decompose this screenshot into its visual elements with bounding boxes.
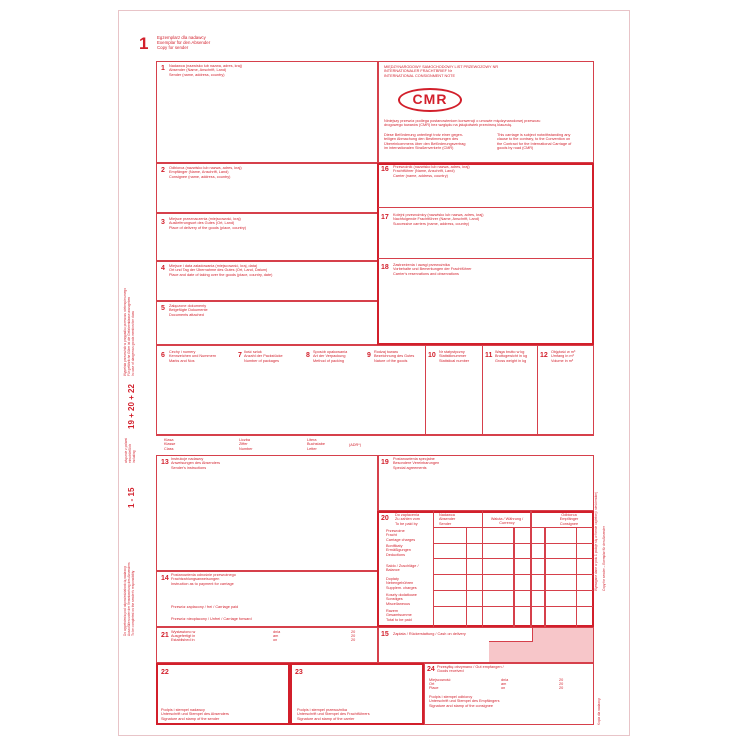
- field-21-line-3: Established in: [171, 638, 195, 642]
- field-12-label: Objętość w m³ Umfang in m³ Volume in m³: [551, 350, 576, 363]
- field-7-number: 7: [238, 352, 242, 359]
- header-notice-pl: Niniejszy przewóz podlega postanowieniom konwencji o umowie międzynarodowej przewozu drogowego towarów (CMR) bez względu na jakąkolwiek przeciwną klauzulę.: [384, 119, 541, 128]
- field-14-number: 14: [161, 575, 169, 582]
- field-23-number: 23: [295, 669, 303, 676]
- field-24-place-1: Miejscowość: [429, 678, 451, 682]
- field-16-label[interactable]: Przewoźnik (nazwisko lub nazwa, adres, kraj) Frachtführer (Name, Anschrift, Land) Carrier (name, address, country): [393, 165, 470, 178]
- field-15-white-cell: [489, 628, 533, 642]
- field-24-yr-1: 20: [559, 678, 564, 682]
- left-text-dangerous: Wypełnia przewoźnik w przypadku przewozu niebezpiecznego Für gefährliche Güter ist die Gefahrenklasse anzugeben In case of dangerous goods mention the class: [123, 287, 135, 376]
- field-16-number: 16: [381, 166, 389, 173]
- field-8-label: Sposób opakowania Art der Verpackung Method of packing: [313, 350, 348, 363]
- header-notice-de: Diese Beförderung unterliegt trotz einer gegen- teiligen Abmachung den Bestimmungen des Übereinkommens über den Beförderungsvertrag im internationalen Straßenverkehr (CMR): [384, 133, 466, 150]
- right-text-b: Copy for sender – Exemplar für den Absender: [602, 526, 606, 591]
- field-9-number: 9: [367, 352, 371, 359]
- adr-label: (ADR*): [349, 443, 362, 447]
- field-18-label[interactable]: Zastrzeżenia i uwagi przewoźnika Vorbehalte und Bemerkungen der Frachtführer Carrier's reservations and observations: [393, 263, 472, 276]
- field-10-number: 10: [428, 352, 436, 359]
- cmr-logo-text: CMR: [412, 91, 448, 107]
- pay-col-line-5: [530, 511, 532, 627]
- pay-row-supplements: Dopłaty Nebengebühren Supplem. charges: [386, 577, 417, 590]
- field-14-carriage-paid[interactable]: Przewóz zapłacony / frei / Carriage paid: [171, 605, 239, 609]
- pay-row-total: Razem Gesamtsumme Total to be paid: [386, 609, 412, 622]
- field-8-number: 8: [306, 352, 310, 359]
- divider-16-17: [378, 207, 593, 208]
- left-range-19-20-22: 19 + 20 + 22: [127, 384, 136, 429]
- pay-row-balance: Saldo / Zuschläge / Balance: [386, 564, 419, 573]
- pay-row-carriage: Przewoźne Fracht Carriage charges: [386, 529, 416, 542]
- carrier-block: [377, 163, 594, 345]
- litera-label: Litera Buchstabe Letter: [307, 438, 325, 451]
- field-18-number: 18: [381, 264, 389, 271]
- divider-17-18: [378, 258, 593, 259]
- field-24-on-3: on: [501, 686, 506, 690]
- field-21-yr-2: 20: [351, 634, 356, 638]
- copy-number: 1: [139, 34, 149, 53]
- field-21-yr-1: 20: [351, 630, 356, 634]
- field-13-box[interactable]: [156, 455, 378, 571]
- field-13-label: Instrukcje nadawcy Anweisungen des Absenders Sender's instructions: [171, 457, 220, 470]
- goods-col-12: [537, 345, 538, 435]
- pay-row-rule-3: [433, 574, 593, 575]
- field-24-on-2: am: [501, 682, 507, 686]
- field-24-on-1: dnia: [501, 678, 509, 682]
- field-4-label: Miejsce i data załadowania (miejscowość, kraj, data) Ort und Tag der Übernahme des Gutes (Ort, Land, Datum) Place and date of taking over the goods (place, country, date): [169, 264, 273, 277]
- field-24-yr-2: 20: [559, 682, 564, 686]
- header-title: MIĘDZYNARODOWY SAMOCHODOWY LIST PRZEWOZOWY NR INTERNATIONALER FRACHTBRIEF Nr INTERNATIONAL CONSIGNMENT NOTE: [384, 65, 499, 78]
- pay-col-line-2: [466, 527, 467, 627]
- field-15-number: 15: [381, 631, 389, 638]
- field-3-number: 3: [161, 219, 165, 226]
- field-5-label: Załączone dokumenty Beigefügte Dokumente Documents attached: [169, 304, 208, 317]
- header-notice-en: This carriage is subject notwithstanding any clause to the contrary, to the Convention on the Contract for the International Carriage of goods by road (CMR): [497, 133, 572, 150]
- goods-col-11: [482, 345, 483, 435]
- field-10-label: Nr statystyczny Statistiknummer Statistical number: [439, 350, 470, 363]
- field-19-label: Postanowienia specjalne Besondere Vereinbarungen Special agreements: [393, 457, 440, 470]
- pay-col-line-1: [433, 511, 434, 627]
- field-24-place-3: Place: [429, 686, 439, 690]
- col-sender-header: Nadawca Absender Sender: [439, 513, 456, 526]
- field-11-number: 11: [485, 352, 493, 359]
- pay-row-deductions: Bonifikaty Ermäßigungen Deductions: [386, 544, 411, 557]
- field-24-number: 24: [427, 666, 435, 673]
- field-6-number: 6: [161, 352, 165, 359]
- field-7-label: Ilość sztuk Anzahl der Packstücke Number of packages: [244, 350, 283, 363]
- left-text-responsibility: Do wypełnienia pod odpowiedzialnością nadawcy Auszufüllen unter der Verantwortung des Absenders To be completed on the sender's responsibility: [123, 562, 135, 636]
- goods-bottom-rule: [156, 435, 594, 436]
- field-17-label[interactable]: Kolejni przewoźnicy (nazwisko lub nazwa, adres, kraj) Nachfolgende Frachtführer (Name, Anschrift, Land) Successive carriers (name, address, country): [393, 213, 484, 226]
- field-20-label: Do zapłacenia Zu zahlen vom To be paid by: [395, 513, 420, 526]
- pay-row-rule-1: [433, 543, 593, 544]
- field-21-line-2: Ausgefertigt in: [171, 634, 196, 638]
- pay-col-line-6: [544, 527, 546, 627]
- field-21-yr-3: 20: [351, 638, 356, 642]
- field-3-label: Miejsce przeznaczenia (miejscowość, kraj) Auslieferungsort des Gutes (Ort, Land) Place of delivery of the goods (place, country): [169, 217, 247, 230]
- field-12-number: 12: [540, 352, 548, 359]
- field-24-place-2: Ort: [429, 682, 435, 686]
- field-1-number: 1: [161, 65, 165, 72]
- field-21-line-1: Wystawiono w: [171, 630, 196, 634]
- field-14-carriage-forward[interactable]: Przewóz nieopłacony / Unfrei / Carriage forward: [171, 617, 252, 621]
- field-19-number: 19: [381, 459, 389, 466]
- field-9-label: Rodzaj towaru Bezeichnung des Gutes Nature of the goods: [374, 350, 415, 363]
- field-11-label: Waga brutto w kg Bruttogewicht in kg Gross weight in kg: [495, 350, 528, 363]
- field-17-number: 17: [381, 214, 389, 221]
- copy-label-de: Exemplar für den Absender: [157, 40, 211, 45]
- pay-row-rule-5: [433, 606, 593, 607]
- field-2-number: 2: [161, 167, 165, 174]
- liczba-label: Liczba Ziffer Number: [239, 438, 253, 451]
- copy-label-en: Copy for sender: [157, 45, 189, 50]
- field-21-on-3: on: [273, 638, 278, 642]
- field-6-label: Cechy i numery Kennzeichen und Nummern Marks and Nos: [169, 350, 217, 363]
- field-1-label: Nadawca (nazwisko lub nazwa, adres, kraj) Absender (Name, Anschrift, Land) Sender (name, address, country): [169, 64, 243, 77]
- field-14-label: Postanowienia odnośnie przewoźnego Frachtzahlungsanweisungen Instruction as to payment for carriage: [171, 573, 236, 586]
- field-4-number: 4: [161, 265, 165, 272]
- field-24-signature-label: Podpis i stempel odbiorcy Unterschrift und Stempel des Empfängers Signature and stamp of the consignee: [429, 695, 500, 708]
- copy-label-pl: Egzemplarz dla nadawcy: [157, 35, 206, 40]
- field-21-number: 21: [161, 632, 169, 639]
- pay-row-rule-2: [433, 558, 593, 559]
- field-15-label: Zapłata / Rückerstattung / Cash on delivery: [393, 632, 466, 636]
- field-21-on-1: dnia: [273, 630, 281, 634]
- field-23-signature-label: Podpis i stempel przewoźnika Unterschrift und Stempel des Frachtführers Signature and stamp of the carrier: [297, 708, 370, 721]
- klasa-label: Klasa Klasse Class: [164, 438, 176, 451]
- pay-col-line-4: [513, 527, 515, 627]
- pay-row-misc: Koszty dodatkowe Sonstiges Miscellaneous: [386, 593, 417, 606]
- field-5-number: 5: [161, 305, 165, 312]
- pay-col-line-3: [482, 511, 483, 627]
- right-text-a: Wymagane dane w polu 1 podaje się w formie czytelnej i nieścieralnej: [594, 492, 598, 591]
- field-2-label: Odbiorca (nazwisko lub nazwa, adres, kraj) Empfänger (Name, Anschrift, Land) Consignee (name, address, country): [169, 166, 242, 179]
- pay-row-rule-4: [433, 590, 593, 591]
- field-13-number: 13: [161, 459, 169, 466]
- col-consignee-header: Odbiorca Empfänger Consignee: [559, 513, 579, 526]
- cmr-form-page: [118, 10, 630, 736]
- left-text-including: włącznie z polami einschließlich including: [124, 438, 136, 463]
- right-text-bottom: Kopia dla nadawcy: [597, 698, 601, 725]
- field-22-number: 22: [161, 669, 169, 676]
- field-24-label: Przesyłkę otrzymano / Gut empfangen / Goods received: [437, 665, 504, 674]
- left-range-1-15: 1 - 15: [127, 487, 136, 508]
- goods-col-10: [425, 345, 426, 435]
- col-currency-header: Waluta / Währung / Currency: [490, 517, 524, 526]
- field-20-number: 20: [381, 515, 389, 522]
- field-24-yr-3: 20: [559, 686, 564, 690]
- field-21-on-2: am: [273, 634, 279, 638]
- field-22-signature-label: Podpis i stempel nadawcy Unterschrift und Stempel des Absenders Signature and stamp of the sender: [161, 708, 229, 721]
- pay-col-line-7: [576, 527, 577, 627]
